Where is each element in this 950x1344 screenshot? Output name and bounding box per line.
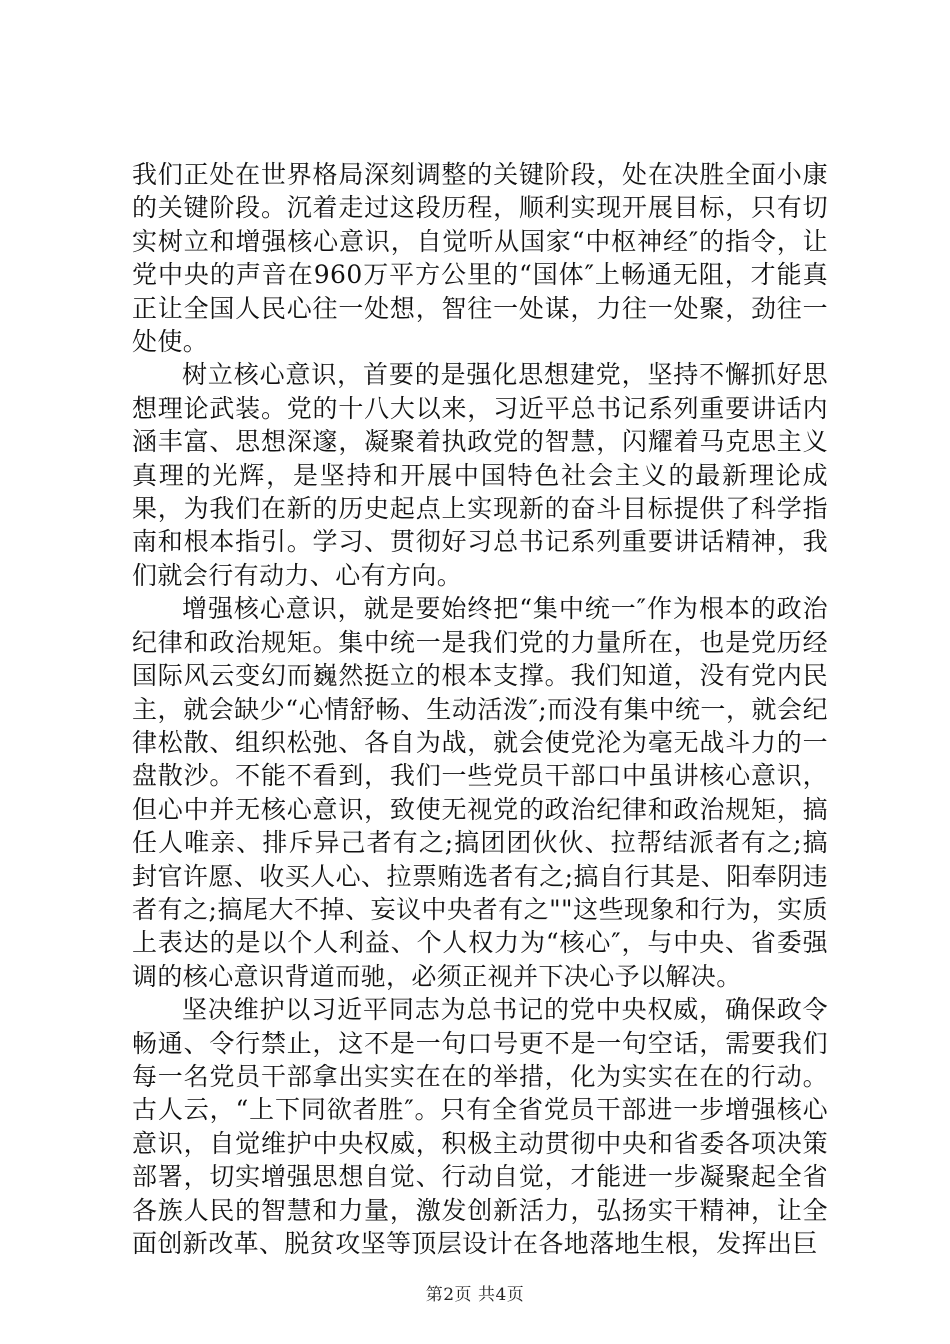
paragraph-3: 增强核心意识，就是要始终把“集中统一″作为根本的政治纪律和政治规矩。集中统一是我们党的力量所在，也是党历经国际风云变幻而巍然挺立的根本支撑。我们知道，没有党内民主，就会缺少“心情舒畅、生动活泼″;而没有集中统一，就会纪律松散、组织松弛、各自为战，就会使党沦为毫无战斗力的一盘散沙。不能不看到，我们一些党员干部口中虽讲核心意识，但心中并无核心意识，致使无视党的政治纪律和政治规矩，搞任人唯亲、排斥异己者有之;搞团团伙伙、拉帮结派者有之;搞封官许愿、收买人心、拉票贿选者有之;搞自行其是、阳奉阴违者有之;搞尾大不掉、妄议中央者有之""这些现象和行为，实质上表达的是以个人利益、个人权力为“核心″，与中央、省委强调的核心意识背道而驰，必须正视并下决心予以解决。	[132, 594, 828, 991]
document-body	[132, 158, 828, 1260]
paragraph-4: 坚决维护以习近平同志为总书记的党中央权威，确保政令畅通、令行禁止，这不是一句口号更不是一句空话，需要我们每一名党员干部拿出实实在在的举措，化为实实在在的行动。古人云，“上下同欲者胜″。只有全省党员干部进一步增强核心意识，自觉维护中央权威，积极主动贯彻中央和省委各项决策部署，切实增强思想自觉、行动自觉，才能进一步凝聚起全省各族人民的智慧和力量，激发创新活力，弘扬实干精神，让全面创新改革、脱贫攻坚等顶层设计在各地落地生根，发挥出巨	[132, 995, 828, 1258]
page-number-footer: 第2页 共4页	[425, 1285, 525, 1305]
paragraph-2: 树立核心意识，首要的是强化思想建党，坚持不懈抓好思想理论武装。党的十八大以来，习近平总书记系列重要讲话内涵丰富、思想深邃，凝聚着执政党的智慧，闪耀着马克思主义真理的光辉，是坚持和开展中国特色社会主义的最新理论成果，为我们在新的历史起点上实现新的奋斗目标提供了科学指南和根本指引。学习、贯彻好习总书记系列重要讲话精神，我们就会行有动力、心有方向。	[132, 360, 828, 590]
paragraph-1: 我们正处在世界格局深刻调整的关键阶段，处在决胜全面小康的关键阶段。沉着走过这段历程，顺利实现开展目标，只有切实树立和增强核心意识，自觉听从国家“中枢神经″的指令，让党中央的声音在960万平方公里的“国体″上畅通无阻，才能真正让全国人民心往一处想，智往一处谋，力往一处聚，劲往一处使。	[132, 160, 828, 357]
